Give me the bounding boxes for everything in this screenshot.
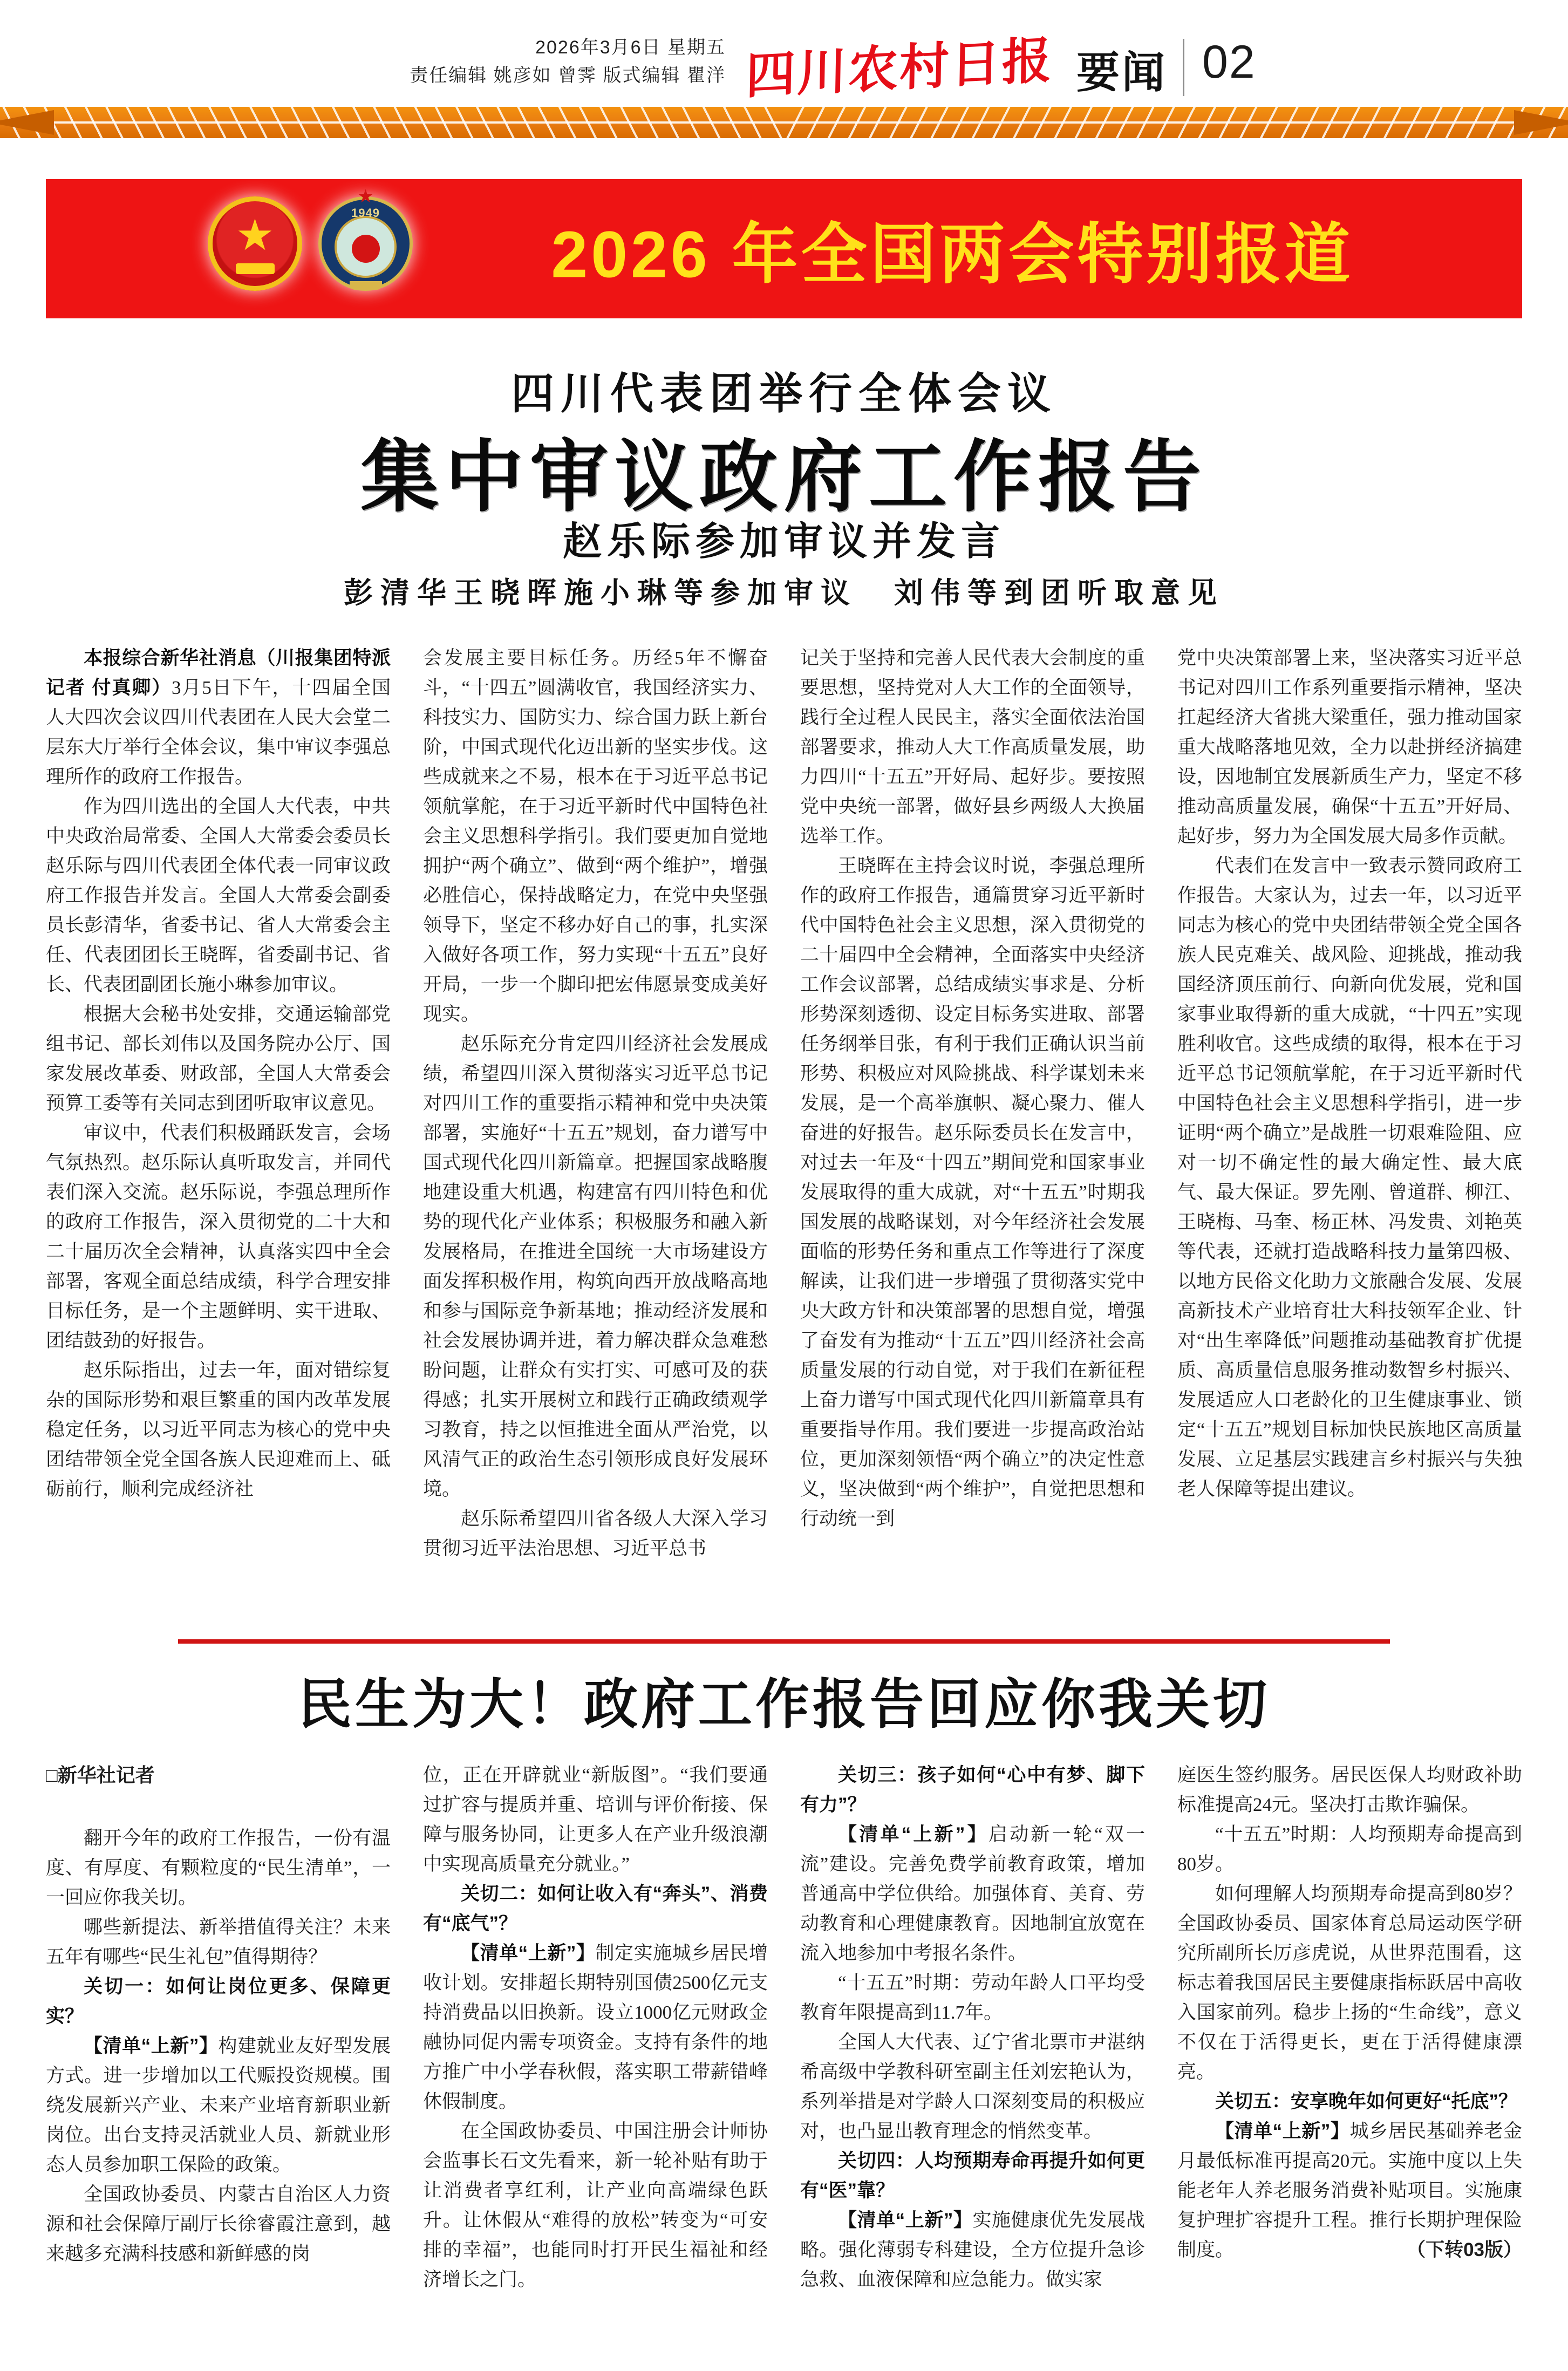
cppcc-star-icon: ★ xyxy=(357,186,374,207)
paragraph: 全国人大代表、辽宁省北票市尹湛纳希高级中学教科研室副主任刘宏艳认为，系列举措是对学龄人口深刻变局的积极应对，也凸显出教育理念的悄然变革。 xyxy=(800,2032,1145,2142)
paragraph: 位，正在开辟就业“新版图”。“我们要通过扩容与提质并重、培训与评价衔接、保障与服务协同，让更多人在产业升级浪潮中实现高质量充分就业。” xyxy=(423,1764,768,1875)
banner-title: 2026 年全国两会特别报道 xyxy=(551,217,1354,291)
paragraph: 审议中，代表们积极踊跃发言，会场气氛热烈。赵乐际认真听取发言，并同代表们深入交流。赵乐际说，李强总理所作的政府工作报告，深入贯彻党的二十大和二十届历次全会精神，认真落实四中全会部署，客观全面总结成绩，科学合理安排目标任务，是一个主题鲜明、实干进取、团结鼓劲的好报告。 xyxy=(46,1122,391,1351)
paragraph: 【清单“上新”】启动新一轮“双一流”建设。完善免费学前教育政策，增加普通高中学位供给。加强体育、美育、劳动教育和心理健康教育。因地制宜放宽在流入地参加中考报名条件。 xyxy=(800,1824,1145,1964)
article-column xyxy=(1177,643,1522,1614)
section-label: 要闻 xyxy=(1076,50,1167,97)
wheat-stem xyxy=(0,121,1568,124)
cppcc-center-icon xyxy=(352,235,380,263)
article-column xyxy=(800,1760,1145,2359)
paragraph: 【清单“上新”】城乡居民基础养老金月最低标准再提高20元。实施中度以上失能老年人养老服务消费补贴项目。实施康复护理扩容提升工程。推行长期护理保险制度。 （下转03版） xyxy=(1177,2116,1522,2265)
paragraph: 王晓晖在主持会议时说，李强总理所作的政府工作报告，通篇贯穿习近平新时代中国特色社会主义思想，深入贯彻党的二十届四中全会精神，全面落实中央经济工作会议部署，总结成绩实事求是、分析形势深刻透彻、设定目标务实进取、部署任务纲举目张，有利于我们正确认识当前形势、积极应对风险挑战、科学谋划未来发展，是一个高举旗帜、凝心聚力、催人奋进的好报告。赵乐际委员长在发言中，对过去一年及“十四五”期间党和国家事业发展取得的重大成就，对“十五五”时期我国发展的战略谋划，对今年经济社会发展面临的形势任务和重点工作等进行了深度解读，让我们进一步增强了贯彻落实党中央大政方针和决策部署的思想自觉，增强了奋发有为推动“十五五”四川经济社会高质量发展的行动自觉，对于我们在新征程上奋力谱写中国式现代化四川新篇章具有重要指导作用。我们要进一步提高政治站位，更加深刻领悟“两个确立”的决定性意义，坚决做到“两个维护”，自觉把思想和行动统一到 xyxy=(800,855,1145,1529)
red-divider-rule xyxy=(178,1639,1390,1644)
article1-kicker: 四川代表团举行全体会议 xyxy=(511,371,1057,418)
paragraph: 哪些新提法、新举措值得关注？未来五年有哪些“民生礼包”值得期待？ xyxy=(46,1917,391,1967)
cppcc-ribbon-icon xyxy=(350,281,382,290)
article1-title: 集中审议政府工作报告 xyxy=(360,435,1208,521)
national-emblem-gate-icon xyxy=(236,263,275,274)
paragraph: 【清单“上新”】实施健康优先发展战略。强化薄弱专科建设，全方位提升急诊急救、血液保障和应急能力。做实家 xyxy=(800,2210,1145,2290)
paragraph-lead: 【清单“上新”】 xyxy=(1215,2121,1350,2142)
cppcc-emblem-icon xyxy=(318,186,413,291)
paragraph: 根据大会秘书处安排，交通运输部党组书记、部长刘伟以及国务院办公厅、国家发展改革委、财政部，全国人大常委会预算工委等有关同志到团听取审议意见。 xyxy=(46,1004,391,1114)
editors-line: 责任编辑 姚彦如 曾霁 版式编辑 瞿洋 xyxy=(410,65,726,86)
paragraph-lead: 【清单“上新”】 xyxy=(84,2035,219,2056)
header-meta xyxy=(324,33,726,90)
cppcc-year-label: 1949 xyxy=(351,206,380,220)
article-column xyxy=(1177,1760,1522,2359)
paragraph: “十五五”时期：劳动年龄人口平均受教育年限提高到11.7年。 xyxy=(800,1972,1145,2023)
article2-title: 民生为大！政府工作报告回应你我关切 xyxy=(298,1674,1270,1735)
paragraph: 庭医生签约服务。居民医保人均财政补助标准提高24元。坚决打击欺诈骗保。 xyxy=(1177,1764,1522,1815)
byline: □新华社记者 xyxy=(46,1764,155,1786)
paragraph: 赵乐际指出，过去一年，面对错综复杂的国际形势和艰巨繁重的国内改革发展稳定任务，以习近平同志为核心的党中央团结带领全党全国各族人民迎难而上、砥砺前行，顺利完成经济社 xyxy=(46,1360,391,1500)
paragraph: 翻开今年的政府工作报告，一份有温度、有厚度、有颗粒度的“民生清单”，一一回应你我关切。 xyxy=(46,1828,391,1908)
paragraph: 党中央决策部署上来，坚决落实习近平总书记对四川工作系列重要指示精神，坚决扛起经济大省挑大梁重任，强力推动国家重大战略落地见效，全力以赴拼经济搞建设，因地制宜发展新质生产力，坚定不移推动高质量发展，确保“十五五”开好局、起好步，努力为全国发展大局多作贡献。 xyxy=(1177,648,1522,847)
section-subhead: 关切一：如何让岗位更多、保障更实？ xyxy=(46,1976,391,2027)
article1-body xyxy=(46,643,1522,1614)
article2-body xyxy=(46,1760,1522,2359)
national-emblem-star-icon: ★ xyxy=(235,210,275,259)
date-line: 2026年3月6日 星期五 xyxy=(535,37,726,58)
article-column xyxy=(800,643,1145,1614)
article-column xyxy=(46,643,391,1614)
article-column xyxy=(46,1760,391,2359)
paragraph: 本报综合新华社消息（川报集团特派记者 付真卿）3月5日下午，十四届全国人大四次会议四川代表团在人民大会堂二层东大厅举行全体会议，集中审议李强总理所作的政府工作报告。 xyxy=(46,648,391,787)
article-column xyxy=(423,643,768,1614)
national-emblem-icon xyxy=(208,196,302,291)
paragraph: 代表们在发言中一致表示赞同政府工作报告。大家认为，过去一年，以习近平同志为核心的党中央团结带领全党全国各族人民克难关、战风险、迎挑战，推动我国经济顶压前行、向新向优发展，党和国家事业取得新的重大成就，“十四五”实现胜利收官。这些成绩的取得，根本在于习近平总书记领航掌舵，在于习近平新时代中国特色社会主义思想科学指引，进一步证明“两个确立”是战胜一切艰难险阻、应对一切不确定性的最大确定性、最大底气、最大保证。罗先刚、曾道群、柳江、王晓梅、马奎、杨正林、冯发贵、刘艳英等代表，还就打造战略科技力量第四极、以地方民俗文化助力文旅融合发展、发展高新技术产业培育壮大科技领军企业、针对“出生率降低”问题推动基础教育扩优提质、高质量信息服务推动数智乡村振兴、发展适应人口老龄化的卫生健康事业、锁定“十五五”规划目标加快民族地区高质量发展、立足基层实践建言乡村振兴与失独老人保障等提出建议。 xyxy=(1177,855,1522,1500)
two-sessions-banner xyxy=(46,179,1522,318)
paragraph: 赵乐际希望四川省各级人大深入学习贯彻习近平法治思想、习近平总书 xyxy=(423,1508,768,1559)
jump-note: （下转03版） xyxy=(1407,2239,1522,2260)
page-number: 02 xyxy=(1202,36,1256,88)
paragraph-lead: 【清单“上新”】 xyxy=(461,1943,596,1964)
section-subhead: 关切五：安享晚年如何更好“托底”？ xyxy=(1215,2091,1518,2112)
wheat-decoration-band xyxy=(0,107,1568,138)
paragraph-lead: 本报综合新华社消息（川报集团特派记者 付真卿） xyxy=(46,648,391,698)
paragraph: 会发展主要目标任务。历经5年不懈奋斗，“十四五”圆满收官，我国经济实力、科技实力、国防实力、综合国力跃上新台阶，中国式现代化迈出新的坚实步伐。这些成就来之不易，根本在于习近平总书记领航掌舵，在于习近平新时代中国特色社会主义思想科学指引。我们要更加自觉地拥护“两个确立”、做到“两个维护”，增强必胜信心，保持战略定力，在党中央坚强领导下，坚定不移办好自己的事，扎实深入做好各项工作，努力实现“十五五”良好开局，一步一个脚印把宏伟愿景变成美好现实。 xyxy=(423,648,768,1025)
paragraph: 【清单“上新”】制定实施城乡居民增收计划。安排超长期特别国债2500亿元支持消费品以旧换新。设立1000亿元财政金融协同促内需专项资金。支持有条件的地方推广中小学春秋假，落实职工带薪错峰休假制度。 xyxy=(423,1943,768,2112)
article-column xyxy=(423,1760,768,2359)
section-subhead: 关切四：人均预期寿命再提升如何更有“医”靠？ xyxy=(800,2150,1145,2201)
paragraph: 作为四川选出的全国人大代表，中共中央政治局常委、全国人大常委会委员长赵乐际与四川代表团全体代表一同审议政府工作报告并发言。全国人大常委会副委员长彭清华，省委书记、省人大常委会主任、代表团团长王晓晖，省委副书记、省长、代表团副团长施小琳参加审议。 xyxy=(46,796,391,995)
paragraph: 赵乐际充分肯定四川经济社会发展成绩，希望四川深入贯彻落实习近平总书记对四川工作的重要指示精神和党中央决策部署，实施好“十五五”规划，奋力谱写中国式现代化四川新篇章。把握国家战略腹地建设重大机遇，构建富有四川特色和优势的现代化产业体系；积极服务和融入新发展格局，在推进全国统一大市场建设方面发挥积极作用，构筑向西开放战略高地和参与国际竞争新基地；推动经济发展和社会发展协调并进，着力解决群众急难愁盼问题，让群众有实打实、可感可及的获得感；扎实开展树立和践行正确政绩观学习教育，持之以恒推进全面从严治党，以风清气正的政治生态引领形成良好发展环境。 xyxy=(423,1033,768,1500)
paragraph: 如何理解人均预期寿命提高到80岁？全国政协委员、国家体育总局运动医学研究所副所长厉彦虎说，从世界范围看，这标志着我国居民主要健康指标跃居中高收入国家前列。稳步上扬的“生命线”，意义不仅在于活得更长，更在于活得健康漂亮。 xyxy=(1177,1883,1522,2082)
paragraph: 【清单“上新”】构建就业友好型发展方式。进一步增加以工代赈投资规模。围绕发展新兴产业、未来产业培育新职业新岗位。出台支持灵活就业人员、新就业形态人员参加职工保险的政策。 xyxy=(46,2035,391,2175)
paragraph-lead: 【清单“上新”】 xyxy=(838,2210,973,2231)
paragraph-lead: 【清单“上新”】 xyxy=(838,1824,988,1845)
paragraph: “十五五”时期：人均预期寿命提高到80岁。 xyxy=(1177,1824,1522,1875)
article1-subtitle: 赵乐际参加审议并发言 xyxy=(562,520,1005,563)
paragraph: 在全国政协委员、中国注册会计师协会监事长石文先看来，新一轮补贴有助于让消费者享红利，让产业向高端绿色跃升。让休假从“难得的放松”转变为“可安排的幸福”，也能同时打开民生福祉和经济增长之门。 xyxy=(423,2121,768,2290)
article1-deck: 彭清华王晓晖施小琳等参加审议 刘伟等到团听取意见 xyxy=(344,577,1224,609)
header-divider xyxy=(1183,39,1184,96)
paragraph: 记关于坚持和完善人民代表大会制度的重要思想，坚持党对人大工作的全面领导，践行全过程人民民主，落实全面依法治国部署要求，推动人大工作高质量发展，助力四川“十五五”开好局、起好步。要按照党中央统一部署，做好县乡两级人大换届选举工作。 xyxy=(800,648,1145,847)
section-subhead: 关切二：如何让收入有“奔头”、消费有“底气”？ xyxy=(423,1883,768,1934)
paragraph: 全国政协委员、内蒙古自治区人力资源和社会保障厅副厅长徐睿霞注意到，越来越多充满科技感和新鲜感的岗 xyxy=(46,2184,391,2264)
section-subhead: 关切三：孩子如何“心中有梦、脚下有力”？ xyxy=(800,1764,1145,1815)
newspaper-masthead: 四川农村日报 xyxy=(745,32,1054,104)
